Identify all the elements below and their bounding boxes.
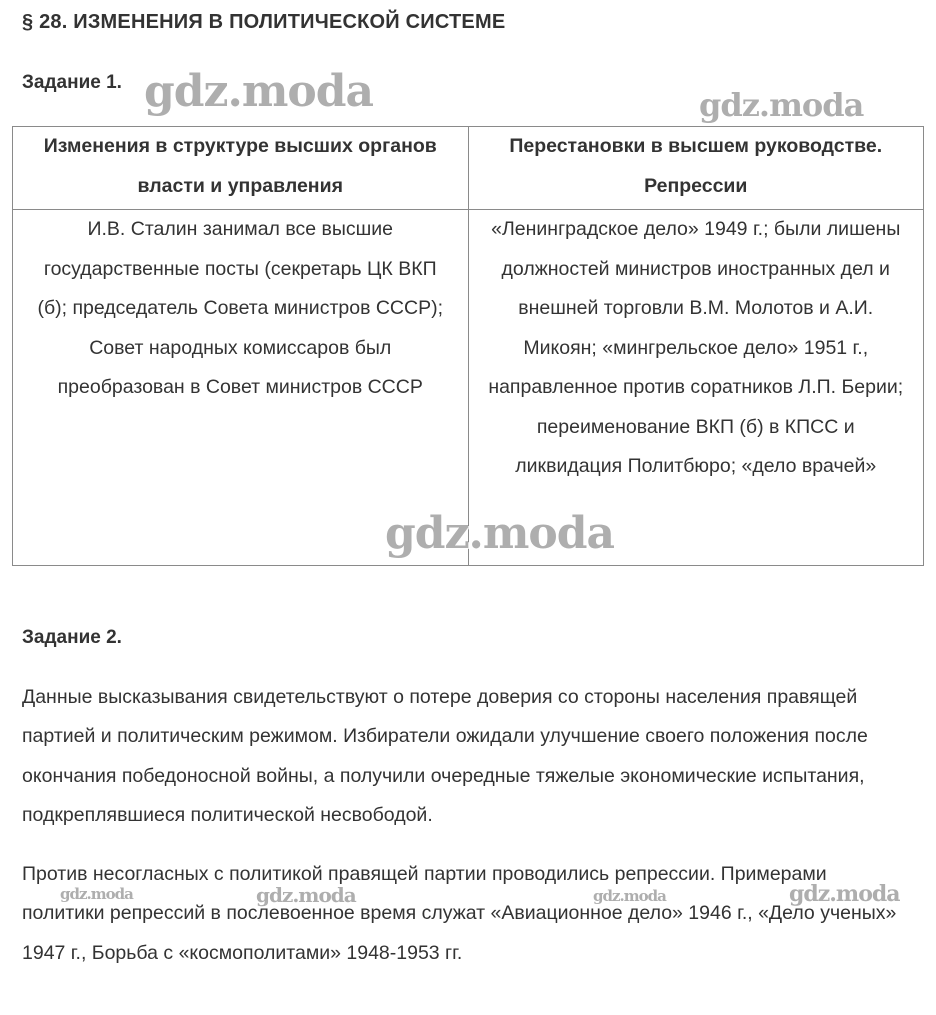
watermark-logo: gdz.moda (789, 881, 900, 907)
task-2-title: Задание 2. (22, 627, 122, 648)
task-2-paragraph-1: Данные высказывания свидетельствуют о потере доверия со стороны населения правящей партией и политическим режимом. Избиратели ожидали улучшение своего положения после окончания победоносной войны, а получили очередные тяжелые экономические испытания, подкреплявшиеся политической несвободой. (22, 686, 868, 826)
task-1-title: Задание 1. (22, 72, 122, 93)
table-cell-repressions: «Ленинградское дело» 1949 г.; были лишены должностей министров иностранных дел и внешней торговли В.М. Молотов и А.И. Микоян; «мингрельское дело» 1951 г., направленное против соратников Л.П. Берии; переименование ВКП (б) в КПСС и ликвидация Политбюро; «дело врачей» (468, 210, 924, 566)
task-2-paragraph-2: Против несогласных с политикой правящей партии проводились репрессии. Примерами политики репрессий в послевоенное время служат «Авиационное дело» 1946 г., «Дело ученых» 1947 г., Борьба с «космополитами» 1948-1953 гг. (22, 863, 897, 964)
watermark-logo: gdz.moda (256, 883, 356, 907)
watermark-logo: gdz.moda (144, 66, 374, 117)
answer-table (12, 126, 924, 566)
page-title: § 28. ИЗМЕНЕНИЯ В ПОЛИТИЧЕСКОЙ СИСТЕМЕ (22, 11, 506, 33)
watermark-logo: gdz.moda (699, 86, 864, 124)
table-row (13, 210, 924, 566)
table-cell-structure: И.В. Сталин занимал все высшие государственные посты (секретарь ЦК ВКП (б); председатель Совета министров СССР); Совет народных комиссаров был преобразован в Совет министров СССР (13, 210, 469, 566)
watermark-logo: gdz.moda (593, 887, 666, 905)
table-header-row (13, 127, 924, 210)
table-header-repressions: Перестановки в высшем руководстве. Репрессии (468, 127, 924, 210)
watermark-logo: gdz.moda (60, 885, 133, 903)
table-header-structure: Изменения в структуре высших органов власти и управления (13, 127, 469, 210)
watermark-logo: gdz.moda (385, 508, 615, 559)
